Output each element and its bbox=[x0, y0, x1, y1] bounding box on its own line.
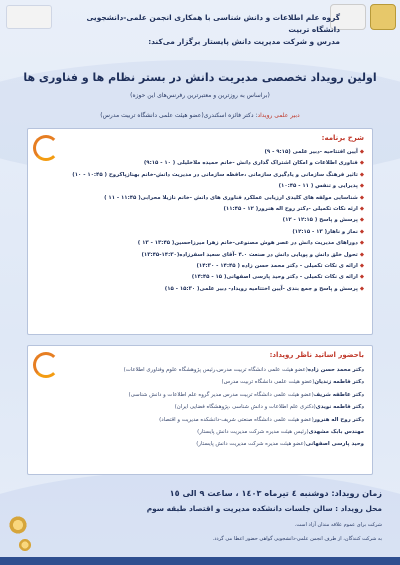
member-name: دکتر عاطفه شریف bbox=[313, 391, 364, 398]
bullet-icon: ◆ bbox=[359, 171, 364, 178]
program-item bbox=[58, 193, 364, 204]
bullet-icon: ◆ bbox=[359, 149, 364, 155]
bullet-icon: ◆ bbox=[359, 274, 364, 281]
program-item-text: پرسش و پاسخ و جمع بندی -آیین اختتامیه رویداد- دبیر علمی( ۱۵:۳۰ - ۱۵) bbox=[164, 285, 358, 292]
program-item bbox=[58, 147, 364, 158]
bullet-icon: ◆ bbox=[359, 263, 364, 270]
member-name: وحید پارسی اصفهانی bbox=[305, 441, 364, 448]
member-affiliation: (عضو هیئت علمی دانشگاه تربیت مدرس) bbox=[221, 379, 315, 386]
program-item-text: ارائه ی نکات تکمیلی - دکتر محمد حسن زاده ( ۱۴:۴۵ - ۱۴:۳۰) bbox=[196, 263, 358, 270]
event-title: اولین رویداد تخصصی مدیریت دانش در بستر نظام ها و فناوری ها bbox=[23, 71, 377, 84]
panel-member bbox=[58, 364, 364, 376]
program-item bbox=[58, 284, 364, 295]
member-affiliation: (عضو هیئت علمی دانشگاه تربیت مدرس،رئیس پژوهشگاه علوم وفناوری اطلاعات) bbox=[123, 367, 308, 373]
program-item bbox=[58, 204, 364, 215]
panel-member bbox=[58, 389, 364, 401]
program-item bbox=[58, 181, 364, 192]
event-secretary bbox=[10, 112, 390, 119]
panel-heading: باحضور اساتید ناظر رویداد: bbox=[269, 351, 364, 359]
panel-member bbox=[58, 376, 364, 388]
member-affiliation: (عضو هیئت علمی دانشگاه صنعتی شریف-دانشکده مدیریت و اقتصاد) bbox=[159, 416, 314, 423]
event-datetime: زمان رویداد: دوشنبه ٤ تیرماه ١٤٠٣ ، ساعت ٩ الی ١٥ bbox=[169, 488, 382, 498]
program-item-text: پذیرایی و تنفس ( ۱۱ - ۱۰:۴۵) bbox=[278, 183, 358, 190]
program-item bbox=[58, 170, 364, 181]
program-item bbox=[58, 238, 364, 249]
program-item-text: دوراهای مدیریت دانش در عصر هوش مصنوعی-خانم زهرا میرزاحسین( ۱۳:۴۵ - ۱۳ ) bbox=[137, 240, 358, 247]
bullet-icon: ◆ bbox=[359, 194, 364, 201]
program-item-text: شناسایی مولفه های کلیدی ارزیابی عملکرد فناوری های دانش -خانم نازیلا محرابی( ۱۱:۴۵ - ۱۱ ) bbox=[104, 194, 358, 201]
bullet-icon: ◆ bbox=[359, 240, 364, 247]
program-item-text: پرسش و پاسخ ( ۱۲:۱۵ - ۱۲) bbox=[282, 217, 358, 224]
gear-icon bbox=[8, 515, 28, 535]
member-name: مهندس بابک مشهدی bbox=[308, 429, 364, 436]
panel-member bbox=[58, 401, 364, 413]
program-item-text: فناوری اطلاعات و امکان اشتراک گذاری دانش -خانم حمیده ملاخلیلی ( ۱۰ - ۹:۱۵) bbox=[143, 160, 358, 167]
panel-list bbox=[58, 364, 364, 451]
bottom-bar bbox=[0, 557, 400, 565]
member-affiliation: (رئیس هیئت مدیره شرکت مدیریت دانش پایستار) bbox=[197, 429, 309, 436]
secretary-label: دبیر علمی رویداد bbox=[257, 112, 300, 119]
program-item bbox=[58, 227, 364, 238]
company-logo bbox=[6, 5, 52, 29]
member-name: دکتر فاطمه نویدی bbox=[315, 404, 364, 411]
member-name: دکتر روح اله هنرور bbox=[313, 416, 364, 423]
panel-member bbox=[58, 426, 364, 438]
program-item bbox=[58, 158, 364, 169]
program-heading: شرح برنامه: bbox=[321, 134, 364, 142]
program-item-text: تحول خلق دانش و پویایی دانش در صنعت ۴.۰ -آقای سعید اسفرزاده(۱۴:۳۰-۱۳:۴۵) bbox=[141, 251, 358, 258]
program-item bbox=[58, 272, 364, 283]
intro-line: مدرس و شرکت مدیریت دانش پایستار برگزار می‌کند: bbox=[148, 37, 340, 46]
program-item-text: تاثیر فرهنگ سازمانی و یادگیری سازمانی ،حافظه سازمانی در مدیریت دانش-خانم بهنازپاکروح ( ۱۰:۴۵ - ۱۰) bbox=[72, 171, 358, 178]
member-affiliation: (عضو هیئت علمی دانشگاه تربیت مدرس مدیر گروه علم اطلاعات و دانش شناسی) bbox=[128, 391, 314, 398]
panel-member bbox=[58, 414, 364, 426]
member-name: دکتر محمد حسن زاده bbox=[307, 367, 364, 373]
program-item-text: ارئه نکات تکمیلی -دکتر روح اله هنرور( ۱۲ - ۱۱:۴۵) bbox=[223, 206, 358, 213]
program-item-text: ارائه ی نکات تکمیلی - دکتر وحید پارسی اصفهانی( ۱۵ - ۱۴:۴۵) bbox=[191, 274, 358, 281]
program-item-text: نماز و ناهار( ۱۳ - ۱۲:۱۵) bbox=[292, 228, 358, 235]
secretary-value: : دکتر فائزه اسکندری(عضو هیئت علمی دانشگاه تربیت مدرس) bbox=[100, 112, 258, 119]
bullet-icon: ◆ bbox=[359, 217, 364, 224]
intro-text bbox=[60, 12, 340, 48]
attendance-note: شرکت برای عموم علاقه مندان آزاد است. bbox=[294, 522, 382, 528]
swirl-icon bbox=[33, 352, 59, 378]
panel-box bbox=[27, 345, 373, 475]
gear-icon bbox=[18, 538, 32, 552]
event-venue: محل رویداد : سالن جلسات دانشکده مدیریت و اقتصاد طبقه سوم bbox=[146, 504, 382, 513]
bullet-icon: ◆ bbox=[359, 206, 364, 213]
member-affiliation: (عضو هیئت مدیره شرکت مدیریت دانش پایستار) bbox=[196, 441, 306, 448]
bullet-icon: ◆ bbox=[359, 183, 364, 190]
program-item bbox=[58, 250, 364, 261]
event-subtitle: (براساس به روزترین و معتبرترین رفرنس‌های این حوزه) bbox=[130, 92, 270, 99]
decorative-wave bbox=[0, 470, 400, 565]
bullet-icon: ◆ bbox=[359, 160, 364, 167]
program-item-text: آیین افتتاحیه -دبیر علمی (۹:۱۵ - ۹) bbox=[264, 149, 358, 155]
program-item bbox=[58, 261, 364, 272]
bullet-icon: ◆ bbox=[359, 285, 364, 292]
program-item bbox=[58, 215, 364, 226]
member-name: دکتر فاطمه زندیان bbox=[314, 379, 364, 386]
university-logo bbox=[370, 4, 396, 30]
bullet-icon: ◆ bbox=[359, 251, 364, 258]
certificate-note: به شرکت کنندگان، از طرف انجمن علمی-دانشجویی گواهی حضور اعطا می گردد. bbox=[212, 536, 382, 542]
program-list bbox=[58, 147, 364, 295]
program-box bbox=[27, 128, 373, 335]
bullet-icon: ◆ bbox=[359, 228, 364, 235]
intro-line: گروه علم اطلاعات و دانش شناسی با همکاری انجمن علمی-دانشجویی دانشگاه تربیت bbox=[86, 13, 340, 34]
swirl-icon bbox=[33, 135, 59, 161]
panel-member bbox=[58, 438, 364, 450]
member-affiliation: (دکتری علم اطلاعات و دانش شناسی ،پژوهشگاه فضایی ایران) bbox=[174, 404, 316, 411]
